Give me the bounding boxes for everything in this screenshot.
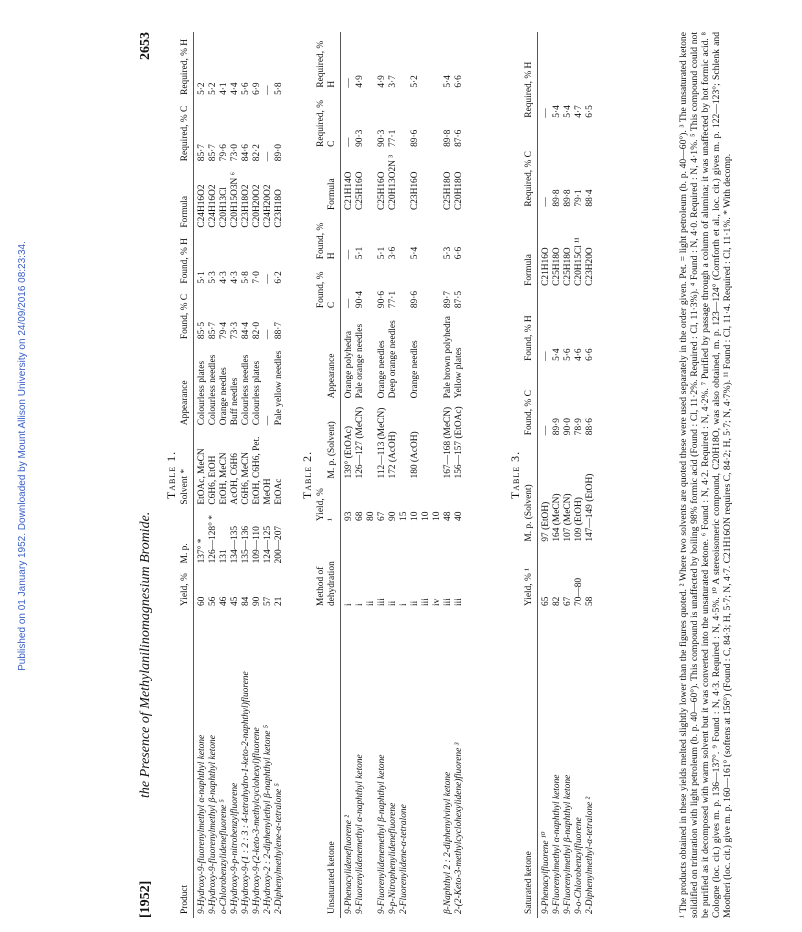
compound-name xyxy=(432,610,443,918)
download-notice: Published on 01 January 1952. Downloaded by Mount Allison University on 24/09/2016 08:23:34. xyxy=(17,241,28,671)
table-cell: C6H6, MeCN xyxy=(241,451,251,505)
table-row xyxy=(399,32,410,918)
rotated-page xyxy=(130,20,802,932)
table-cell: 90·6 xyxy=(377,290,387,309)
compound-name: 9-p-Nitrophenylidenefluorene xyxy=(388,802,398,914)
table-cell: Pale orange needles xyxy=(355,323,365,399)
table-cell: C25H18O xyxy=(563,247,573,286)
table-cell: Colourless plates xyxy=(197,360,207,426)
table-cell: Orange needles xyxy=(377,340,387,399)
table-cell: iii xyxy=(377,598,387,606)
column-header: Method of dehydration xyxy=(316,525,341,610)
compound-name: β-Naphthyl 2 : 2-diphenylvinyl ketone xyxy=(443,771,453,914)
table-cell: C20H20O2 xyxy=(252,184,262,228)
table-cell: 85·5 xyxy=(197,321,207,340)
table-cell: Colourless needles xyxy=(208,354,218,426)
table-cell xyxy=(432,402,443,482)
table-cell: 10 xyxy=(432,511,442,521)
table-cell: 6·5 xyxy=(585,105,595,118)
table-cell: 45 xyxy=(230,596,240,606)
compound-name: 9-Hydroxy-9-p-nitrobenzylfluorene xyxy=(230,782,240,914)
table-cell xyxy=(366,92,377,151)
table-cell: 73·0 xyxy=(230,144,240,162)
table-cell: 89·8 xyxy=(552,189,562,207)
table-cell: 109 (EtOH) xyxy=(574,497,584,542)
table-cell xyxy=(421,214,432,263)
footnotes: ¹ The products obtained in these yields melted slightly lower than the figures quoted. ² Where two solvents are quoted these were used separately in the order given. Pet. = light petroleum (b. p. 40—60°). ³ The unsaturated ketone solidified on trituration with light petroleum (b. p. 40—60°). This compound is unaffected by boiling 98% formic acid (Found : Cl, 11·2%. Required : Cl, 11·3%). ⁴ Found : N, 4·0. Required : N, 4·1%. ⁵ This compound could not be purified as it decomposed with warm solvent but it was converted into the unsaturated ketone. ⁶ Found : N, 4·2. Required : N, 4·2%. ⁷ Purified by passage through a column of alumina; it was unaffected by hot formic acid. ⁸ Cologne (loc. cit.) gives m. p. 136—137°. ⁹ Found : N, 4·3. Required : N, 4·5%. ¹⁰ A stereoisomeric compound, C20H18O, was also obtained, m. p. 123—124° (Cornforth et al., loc. cit.) gives m. p. 122—123°; Schlenk and Mootheri (loc. cit.) give m. p. 160—161° (softens at 156°) (Found : C, 84·3; H, 5·7; N, 4·7. C21H16ON requires C, 84·2; H, 5·7; N, 4·7%). ¹¹ Found : Cl, 11·4. Required : Cl, 11·1%. * With decomp. xyxy=(678,32,733,918)
table-cell: 40 xyxy=(454,511,464,521)
table-cell: Colourless plates xyxy=(252,360,262,426)
table-cell: C24H20O2 xyxy=(263,184,273,228)
table-cell: 5·3 xyxy=(208,271,218,284)
table-cell: 10 xyxy=(421,511,431,521)
table-cell: 89·7 xyxy=(443,290,453,309)
table-row xyxy=(574,32,585,918)
table-cell: C20H15O3N ⁶ xyxy=(230,172,240,228)
table-cell: 5·1 xyxy=(377,246,387,260)
table-cell: 93 xyxy=(344,511,354,521)
table-cell xyxy=(399,32,410,92)
table-cell: iii xyxy=(454,598,464,606)
table-row xyxy=(563,32,574,918)
table-cell: C23H20O xyxy=(585,247,595,286)
table-cell: 89·8 xyxy=(563,189,573,207)
table-cell: C21H14O xyxy=(344,171,354,211)
table-cell: 4·6 xyxy=(574,348,584,361)
table-cell: C20H18O xyxy=(454,171,464,211)
compound-name: 2-Diphenylmethylene-α-tetralone ⁵ xyxy=(274,783,284,914)
table-cell: 90 xyxy=(252,596,262,606)
table-cell: 200—207 xyxy=(274,525,284,564)
table-cell: C24H16O2 xyxy=(208,184,218,228)
table-cell: 6·9 xyxy=(252,82,262,95)
table-cell: 79·1 xyxy=(574,189,584,207)
table-cell: 134—135 xyxy=(230,525,240,564)
column-header: Required, % C xyxy=(180,99,194,165)
table-row xyxy=(585,32,596,918)
table-1 xyxy=(166,32,285,918)
compound-name: 2-(2-Keto-3-methylcyclohexylidene)fluorene ³ xyxy=(454,742,464,914)
table-row xyxy=(432,32,443,918)
table-cell: 147—149 (EtOH) xyxy=(585,473,595,542)
table-row xyxy=(377,32,388,918)
column-header: Required, % H xyxy=(524,32,538,122)
page-number: 2653 xyxy=(138,32,153,60)
compound-name: 9-Fluorenylidenemethyl α-naphthyl ketone xyxy=(355,754,365,914)
column-header: Formula xyxy=(316,151,341,214)
table-cell: 90·4 xyxy=(355,290,365,309)
table-cell xyxy=(432,32,443,92)
compound-name: 9-Hydroxy-9-(1 : 2 : 3 : 4-tetrahydro-1-keto-2-naphthyl)fluorene xyxy=(241,671,251,914)
table-cell: 77·1 xyxy=(388,290,398,309)
table-2-grid xyxy=(316,32,465,918)
table-cell xyxy=(399,402,410,482)
table-cell xyxy=(366,32,377,92)
table-cell: 4·3 xyxy=(219,271,229,284)
table-cell: C25H18O xyxy=(443,171,453,211)
table-cell: — xyxy=(344,78,354,88)
table-cell: 107 (MeCN) xyxy=(563,493,573,542)
table-cell: 5·8 xyxy=(241,271,251,284)
table-row xyxy=(194,32,209,918)
table-cell: 6·6 xyxy=(454,75,464,88)
column-header: M. p. (Solvent) xyxy=(316,402,341,482)
table-cell: Pale brown polyhedra xyxy=(443,316,453,399)
compound-name: 9-Hydroxy-9-fluorenylmethyl β-naphthyl ketone xyxy=(208,735,218,914)
column-header: Found, % H xyxy=(180,232,194,288)
table-cell: — xyxy=(541,197,551,207)
table-cell: 4·1 xyxy=(219,82,229,95)
table-cell: 78·9 xyxy=(574,418,584,436)
column-header: Found, % C xyxy=(316,263,341,312)
table-cell: 4·4 xyxy=(230,82,240,95)
table-cell: 5·4 xyxy=(563,105,573,118)
table-cell: 6·6 xyxy=(585,348,595,361)
table-cell: 90·0 xyxy=(563,418,573,436)
table-cell: C24H16O2 xyxy=(197,184,207,228)
table-cell xyxy=(399,312,410,402)
table-cell: — xyxy=(541,108,551,118)
journal-year: [1952] xyxy=(138,880,153,918)
table-cell: 5·1 xyxy=(197,271,207,284)
table-cell: 89·9 xyxy=(552,418,562,436)
table-cell: 89·8 xyxy=(443,129,453,147)
table-cell: 87·5 xyxy=(454,290,464,309)
table-cell: Buff needles xyxy=(230,377,240,426)
table-cell: EtOAc, MeCN xyxy=(197,448,207,505)
table-cell: 7·0 xyxy=(252,271,262,284)
compound-name: 2-Diphenylmethyl-α-tetralone ² xyxy=(585,796,595,914)
table-cell: 88·7 xyxy=(274,321,284,340)
table-row xyxy=(538,32,553,918)
table-cell xyxy=(432,263,443,312)
compound-name: 9-Fluorenylmethyl β-naphthyl ketone xyxy=(563,774,573,914)
table-cell: C25H16O xyxy=(355,171,365,211)
table-row xyxy=(388,32,399,918)
table-row xyxy=(421,32,432,918)
table-cell: ii xyxy=(410,600,420,606)
table-cell: 5·3 xyxy=(443,246,453,260)
table-cell: 5·6 xyxy=(563,348,573,361)
running-header xyxy=(138,32,158,918)
table-cell: Orange needles xyxy=(410,340,420,399)
table-cell: 48 xyxy=(443,511,453,521)
table-cell: 80 xyxy=(366,511,376,521)
table-1-caption: Table 1. xyxy=(164,450,178,500)
table-cell: 89·6 xyxy=(410,129,420,147)
table-cell: 156—157 (EtOAc) xyxy=(454,406,464,479)
compound-name xyxy=(421,610,432,918)
table-cell: 3·7 xyxy=(388,75,398,88)
table-cell: MeOH xyxy=(263,478,273,505)
table-cell: 70—80 xyxy=(574,577,584,606)
table-cell: 97 (EtOH) xyxy=(541,501,551,542)
table-cell: 109—110 xyxy=(252,526,262,564)
table-cell: 79·6 xyxy=(219,144,229,162)
table-cell: 56 xyxy=(208,596,218,606)
table-cell: 167—168 (MeCN) xyxy=(443,406,453,479)
column-header: Appearance xyxy=(180,343,194,429)
table-cell: 172 (AcOH) xyxy=(388,431,398,479)
table-cell: 85·7 xyxy=(208,144,218,162)
table-2 xyxy=(302,32,465,918)
table-cell: 4·9 xyxy=(377,75,387,88)
table-cell xyxy=(399,151,410,214)
table-cell: ii xyxy=(366,600,376,606)
table-cell xyxy=(399,92,410,151)
table-cell: 5·4 xyxy=(443,75,453,88)
table-cell xyxy=(366,402,377,482)
table-cell: 4·3 xyxy=(230,271,240,284)
compound-name: 9-Hydroxy-9-(2-keto-3-methylcyclohexyl)fluorene xyxy=(252,727,262,914)
table-cell: i xyxy=(344,603,354,606)
table-cell: iv xyxy=(432,598,442,606)
table-cell: 6·2 xyxy=(274,271,284,284)
table-row xyxy=(241,32,252,918)
table-cell: 77·1 xyxy=(388,129,398,147)
table-cell xyxy=(366,312,377,402)
compound-name: 9-Phenacylfluorene ¹⁰ xyxy=(541,831,551,914)
column-header: Unsaturated ketone xyxy=(316,610,341,918)
column-header: Appearance xyxy=(316,312,341,402)
table-cell: Orange needles xyxy=(219,367,229,426)
table-cell: 5·1 xyxy=(355,246,365,260)
table-cell: 87·6 xyxy=(454,129,464,147)
column-header: Found, % C xyxy=(524,365,538,439)
table-cell: — xyxy=(541,425,551,436)
table-cell: 5·2 xyxy=(197,82,207,95)
table-cell: 124—125 xyxy=(263,525,273,564)
table-cell: — xyxy=(263,151,273,162)
table-cell: 126—128° * xyxy=(208,515,218,564)
table-cell: i xyxy=(355,603,365,606)
table-cell: 90 xyxy=(388,511,398,521)
table-cell: 90·3 xyxy=(377,129,387,147)
table-row xyxy=(219,32,230,918)
table-cell xyxy=(399,263,410,312)
download-watermark xyxy=(0,0,28,912)
table-1-grid xyxy=(180,32,285,918)
table-cell: 5·2 xyxy=(410,75,420,88)
table-cell: 85·7 xyxy=(208,321,218,340)
table-cell: 89·0 xyxy=(274,144,284,162)
compound-name: 9-Fluorenylidenemethyl β-naphthyl ketone xyxy=(377,754,387,914)
table-cell xyxy=(366,151,377,214)
table-cell: C21H16O xyxy=(541,247,551,286)
table-cell: Yellow plates xyxy=(454,347,464,399)
table-cell xyxy=(421,92,432,151)
table-cell: 88·6 xyxy=(585,418,595,436)
compound-name xyxy=(410,610,421,918)
table-cell xyxy=(432,214,443,263)
table-cell: 84 xyxy=(241,596,251,606)
table-cell: Pale yellow needles xyxy=(274,350,284,426)
table-cell: 85·7 xyxy=(197,144,207,162)
column-header: Product xyxy=(180,610,194,918)
table-cell: C25H16O xyxy=(377,171,387,211)
table-cell: C23H18O2 xyxy=(241,184,251,228)
column-header: Required, % H xyxy=(180,32,194,99)
table-cell: C23H16O xyxy=(410,171,420,211)
table-cell: 79·4 xyxy=(219,321,229,340)
table-cell: i xyxy=(399,603,409,606)
compound-name: 9-Fluorenylmethyl α-naphthyl ketone xyxy=(552,774,562,914)
table-cell: — xyxy=(344,249,354,260)
table-cell: 84·4 xyxy=(241,321,251,340)
table-cell: 180 (AcOH) xyxy=(410,431,420,479)
table-cell: 126—127 (MeCN) xyxy=(355,406,365,479)
table-cell: 5·4 xyxy=(552,348,562,361)
table-row xyxy=(208,32,219,918)
table-cell: iii xyxy=(421,598,431,606)
table-cell: 46 xyxy=(219,596,229,606)
table-3 xyxy=(510,32,596,918)
table-cell xyxy=(421,402,432,482)
table-row xyxy=(366,32,377,918)
table-cell: 135—136 xyxy=(241,525,251,564)
table-row xyxy=(443,32,454,918)
table-cell: 6·6 xyxy=(454,246,464,260)
column-header: Formula xyxy=(180,165,194,231)
table-cell: C25H18O xyxy=(552,247,562,286)
compound-name: 9-o-Chlorobenzylfluorene xyxy=(574,817,584,914)
table-cell: iii xyxy=(443,598,453,606)
table-cell: C6H6, EtOH xyxy=(208,455,218,505)
table-cell: 21 xyxy=(274,596,284,606)
table-cell: 58 xyxy=(585,596,595,606)
table-cell: EtOH, MeCN xyxy=(219,452,229,505)
table-cell: C20H15Cl ¹¹ xyxy=(574,237,584,286)
table-cell: 5·4 xyxy=(410,246,420,260)
table-cell xyxy=(399,214,410,263)
table-cell xyxy=(432,151,443,214)
table-cell: 88·4 xyxy=(585,189,595,207)
table-cell: 139° (EtOAc) xyxy=(344,426,354,479)
table-cell: 65 xyxy=(541,596,551,606)
table-cell: — xyxy=(344,137,354,147)
table-cell: 82·0 xyxy=(252,321,262,340)
table-cell: 84·6 xyxy=(241,144,251,162)
table-cell: 57 xyxy=(263,596,273,606)
compound-name: 2-Fluorenylidene-α-tetralone xyxy=(399,804,409,914)
table-cell: 5·8 xyxy=(274,82,284,95)
table-cell: 112—113 (MeCN) xyxy=(377,407,387,479)
table-cell: 5·2 xyxy=(208,82,218,95)
table-cell xyxy=(432,312,443,402)
table-cell: AcOH, C6H6 xyxy=(230,453,240,505)
table-row xyxy=(341,32,356,918)
column-header: Required, % H xyxy=(316,32,341,92)
table-3-grid xyxy=(524,32,596,918)
compound-name: o-Chlorobenzylidenefluorene ⁵ xyxy=(219,799,229,914)
table-cell: 82·2 xyxy=(252,144,262,162)
table-row xyxy=(230,32,241,918)
table-cell: Orange polyhedra xyxy=(344,330,354,399)
table-cell: — xyxy=(541,351,551,361)
compound-name: 2-Hydroxy-2 : 2-diphenylethyl β-naphthyl ketone ⁵ xyxy=(263,724,273,914)
table-cell: 4·9 xyxy=(355,75,365,88)
table-cell xyxy=(432,92,443,151)
table-cell: 5·6 xyxy=(241,82,251,95)
table-cell: 67 xyxy=(563,596,573,606)
table-cell xyxy=(366,214,377,263)
table-cell: 131 xyxy=(219,549,229,564)
column-header: Required, % C xyxy=(316,92,341,151)
running-title: the Presence of Methylanilinomagnesium Bromide. xyxy=(138,511,153,798)
table-cell: 89·6 xyxy=(410,290,420,309)
table-cell: EtOH, C6H6, Pet. xyxy=(252,436,262,505)
table-cell xyxy=(421,263,432,312)
table-cell: — xyxy=(263,329,273,340)
table-cell: 73·3 xyxy=(230,321,240,340)
column-header: M. p. (Solvent) xyxy=(524,439,538,545)
table-cell: — xyxy=(263,85,273,95)
table-cell: 137° * xyxy=(197,538,207,564)
table-cell: EtOAc xyxy=(274,478,284,505)
table-cell: C20H13O2N ³ xyxy=(388,154,398,211)
column-header: Found, % H xyxy=(316,214,341,263)
column-header: Yield, % ¹ xyxy=(316,482,341,525)
table-cell: 68 xyxy=(355,511,365,521)
table-row xyxy=(454,32,465,918)
table-row xyxy=(274,32,285,918)
table-2-caption: Table 2. xyxy=(300,450,314,500)
compound-name xyxy=(366,610,377,918)
column-header: Yield, % ¹ xyxy=(524,546,538,610)
table-cell xyxy=(366,263,377,312)
column-header: Found, % C xyxy=(180,288,194,343)
column-header: Saturated ketone xyxy=(524,610,538,918)
column-header: Yield, % xyxy=(180,567,194,610)
table-row xyxy=(252,32,263,918)
compound-name: 9-Hydroxy-9-fluorenylmethyl α-naphthyl ketone xyxy=(197,734,207,914)
column-header: Solvent * xyxy=(180,429,194,508)
table-cell: Colourless needles xyxy=(241,354,251,426)
table-cell: 82 xyxy=(552,596,562,606)
table-row xyxy=(410,32,421,918)
table-cell: ii xyxy=(388,600,398,606)
table-cell: 3·6 xyxy=(388,246,398,260)
table-cell: 10 xyxy=(410,511,420,521)
table-cell: 5·4 xyxy=(552,105,562,118)
compound-name: 9-Phenacylidenefluorene ² xyxy=(344,814,354,914)
table-row xyxy=(355,32,366,918)
table-cell: 60 xyxy=(197,596,207,606)
column-header: Found, % H xyxy=(524,290,538,365)
table-cell: Deep orange needles xyxy=(388,320,398,399)
table-cell: — xyxy=(263,274,273,284)
table-row xyxy=(552,32,563,918)
table-cell: — xyxy=(344,298,354,309)
table-cell: 164 (MeCN) xyxy=(552,493,562,542)
table-cell xyxy=(421,312,432,402)
table-cell: C23H18O xyxy=(274,189,284,228)
table-cell: 67 xyxy=(377,511,387,521)
column-header: Required, % C xyxy=(524,122,538,211)
table-3-caption: Table 3. xyxy=(508,450,522,500)
column-header: Formula xyxy=(524,211,538,290)
table-cell: 4·7 xyxy=(574,105,584,118)
column-header: M. p. xyxy=(180,509,194,568)
table-row xyxy=(263,32,274,918)
table-cell: 15 xyxy=(399,511,409,521)
table-cell: — xyxy=(263,415,273,426)
table-cell: C20H13Cl xyxy=(219,187,229,228)
table-cell xyxy=(421,151,432,214)
table-cell xyxy=(421,32,432,92)
table-cell: 90·3 xyxy=(355,129,365,147)
